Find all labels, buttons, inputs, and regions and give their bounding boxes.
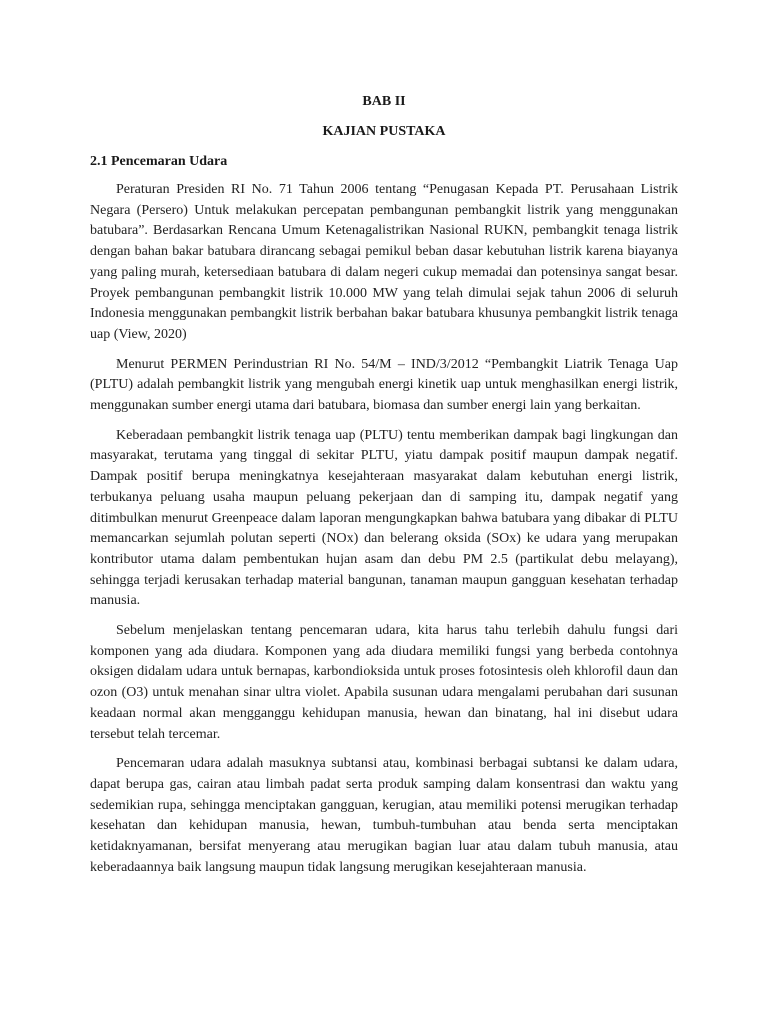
paragraph: Pencemaran udara adalah masuknya subtansi atau, kombinasi berbagai subtansi ke dalam udara, dapat berupa gas, cairan atau limbah padat serta produk samping dalam konsentrasi dan waktu yang sedemikian rupa, sehingga menciptakan gangguan, kerugian, atau memiliki potensi merugikan terhadap kesehatan dan kehidupan manusia, hewan, tumbuh-tumbuhan atau benda serta menciptakan ketidaknyamanan, bersifat menyerang atau merugikan bagian luar atau dalam tubuh manusia, atau keberadaannya baik langsung maupun tidak langsung merugikan kesejahteraan manusia. bbox=[90, 756, 678, 875]
paragraph: Peraturan Presiden RI No. 71 Tahun 2006 tentang “Penugasan Kepada PT. Perusahaan Listrik Negara (Persero) Untuk melakukan percepatan pembangunan pembangkit listrik yang menggunakan batubara”. Berdasarkan Rencana Umum Ketenagalistrikan Nasional RUKN, pembangkit tenaga listrik dengan bahan bakar batubara dirancang sebagai pemikul beban dasar kebutuhan listrik karena biayanya yang paling murah, ketersediaan batubara di dalam negeri cukup memadai dan potensinya sangat besar. Proyek pembangunan pembangkit listrik 10.000 MW yang telah dimulai sejak tahun 2006 di seluruh Indonesia menggunakan pembangkit listrik berbahan bakar batubara khusunya pembangkit listrik tenaga uap (View, 2020) bbox=[90, 182, 678, 342]
chapter-number: BAB II bbox=[362, 94, 406, 109]
section-heading: 2.1 Pencemaran Udara bbox=[90, 154, 228, 169]
chapter-title: KAJIAN PUSTAKA bbox=[322, 124, 446, 139]
paragraph: Sebelum menjelaskan tentang pencemaran udara, kita harus tahu terlebih dahulu fungsi dari komponen yang ada diudara. Komponen yang ada diudara memiliki fungsi yang berbeda contohnya oksigen didalam udara untuk bernapas, karbondioksida untuk proses fotosintesis oleh khlorofil daun dan ozon (O3) untuk menahan sinar ultra violet. Apabila susunan udara mengalami perubahan dari susunan keadaan normal akan mengganggu kehidupan manusia, hewan dan binatang, hal ini disebut udara tersebut telah tercemar. bbox=[90, 623, 678, 742]
paragraph: Keberadaan pembangkit listrik tenaga uap (PLTU) tentu memberikan dampak bagi lingkungan dan masyarakat, terutama yang tinggal di sekitar PLTU, yiatu dampak positif maupun dampak negatif. Dampak positif berupa meningkatnya kesejahteraan masyarakat dalam kebutuhan energi listrik, terbukanya peluang usaha maupun peluang pekerjaan dan di samping itu, dampak negatif yang ditimbulkan menurut Greenpeace dalam laporan mengungkapkan bahwa batubara yang dibakar di PLTU memancarkan sejumlah polutan seperti (NOx) dan belerang oksida (SOx) ke udara yang merupakan kontributor utama dalam pembentukan hujan asam dan debu PM 2.5 (partikulat debu melayang), sehingga terjadi kerusakan terhadap material bangunan, tanaman maupun gangguan kesehatan terhadap manusia. bbox=[90, 427, 678, 609]
document-page bbox=[90, 92, 678, 888]
paragraph: Menurut PERMEN Perindustrian RI No. 54/M – IND/3/2012 “Pembangkit Liatrik Tenaga Uap (PLTU) adalah pembangkit listrik yang mengubah energi kinetik uap untuk menghasilkan energi listrik, menggunakan sumber energi utama dari batubara, biomasa dan sumber energi lain yang berkaitan. bbox=[90, 356, 678, 414]
